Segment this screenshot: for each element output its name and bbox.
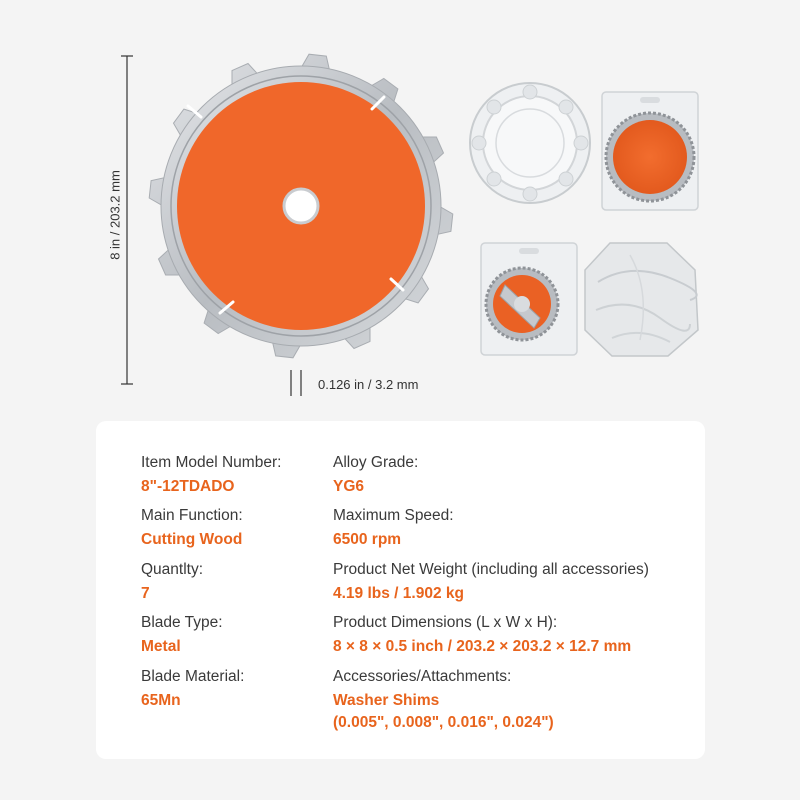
spec-value: Metal [141, 638, 181, 655]
spec-value: 6500 rpm [333, 531, 402, 548]
spec-value: Cutting Wood [141, 531, 243, 548]
spec-maximum-speed [333, 505, 454, 551]
thickness-dimension-label: 0.126 in / 3.2 mm [318, 377, 419, 392]
spec-label: Main Function: [141, 507, 243, 524]
blister-pack-blade [602, 92, 698, 210]
spec-value: 4.19 lbs / 1.902 kg [333, 585, 464, 602]
spec-label: Blade Material: [141, 668, 245, 685]
spec-alloy-grade [333, 452, 418, 498]
spec-label: Quantlty: [141, 561, 204, 578]
blister-pack-chipper [481, 243, 577, 355]
spec-value-continued: (0.005", 0.008", 0.016", 0.024") [333, 714, 554, 731]
spec-label: Accessories/Attachments: [333, 668, 512, 685]
spec-card [96, 421, 705, 759]
spec-model-number [141, 452, 281, 498]
spec-value: 65Mn [141, 692, 181, 709]
spec-value: YG6 [333, 478, 365, 495]
arbor-hole [284, 189, 318, 223]
spec-blade-material [141, 666, 244, 712]
spec-product-dimensions [333, 612, 631, 658]
crumpled-bag [585, 243, 698, 356]
spec-main-function [141, 505, 243, 551]
spec-net-weight [333, 559, 649, 605]
spec-label: Item Model Number: [141, 454, 282, 471]
spec-label: Blade Type: [141, 614, 223, 631]
dado-blade-main [149, 54, 453, 358]
spec-blade-type [141, 612, 223, 658]
spec-value: 7 [141, 585, 150, 602]
spec-accessories [333, 666, 554, 734]
thickness-marker [291, 370, 301, 396]
spec-quantity [141, 559, 203, 605]
spec-value: 8"-12TDADO [141, 478, 235, 495]
spec-label: Product Net Weight (including all accessories) [333, 561, 649, 578]
spec-value: 8 × 8 × 0.5 inch / 203.2 × 203.2 × 12.7 mm [333, 638, 632, 655]
spec-label: Maximum Speed: [333, 507, 454, 524]
height-dimension-label: 8 in / 203.2 mm [107, 170, 123, 260]
spec-label: Product Dimensions (L x W x H): [333, 614, 558, 631]
clear-storage-case [470, 83, 590, 203]
spec-value: Washer Shims [333, 692, 440, 709]
spec-label: Alloy Grade: [333, 454, 419, 471]
height-dimension-line [121, 56, 133, 384]
